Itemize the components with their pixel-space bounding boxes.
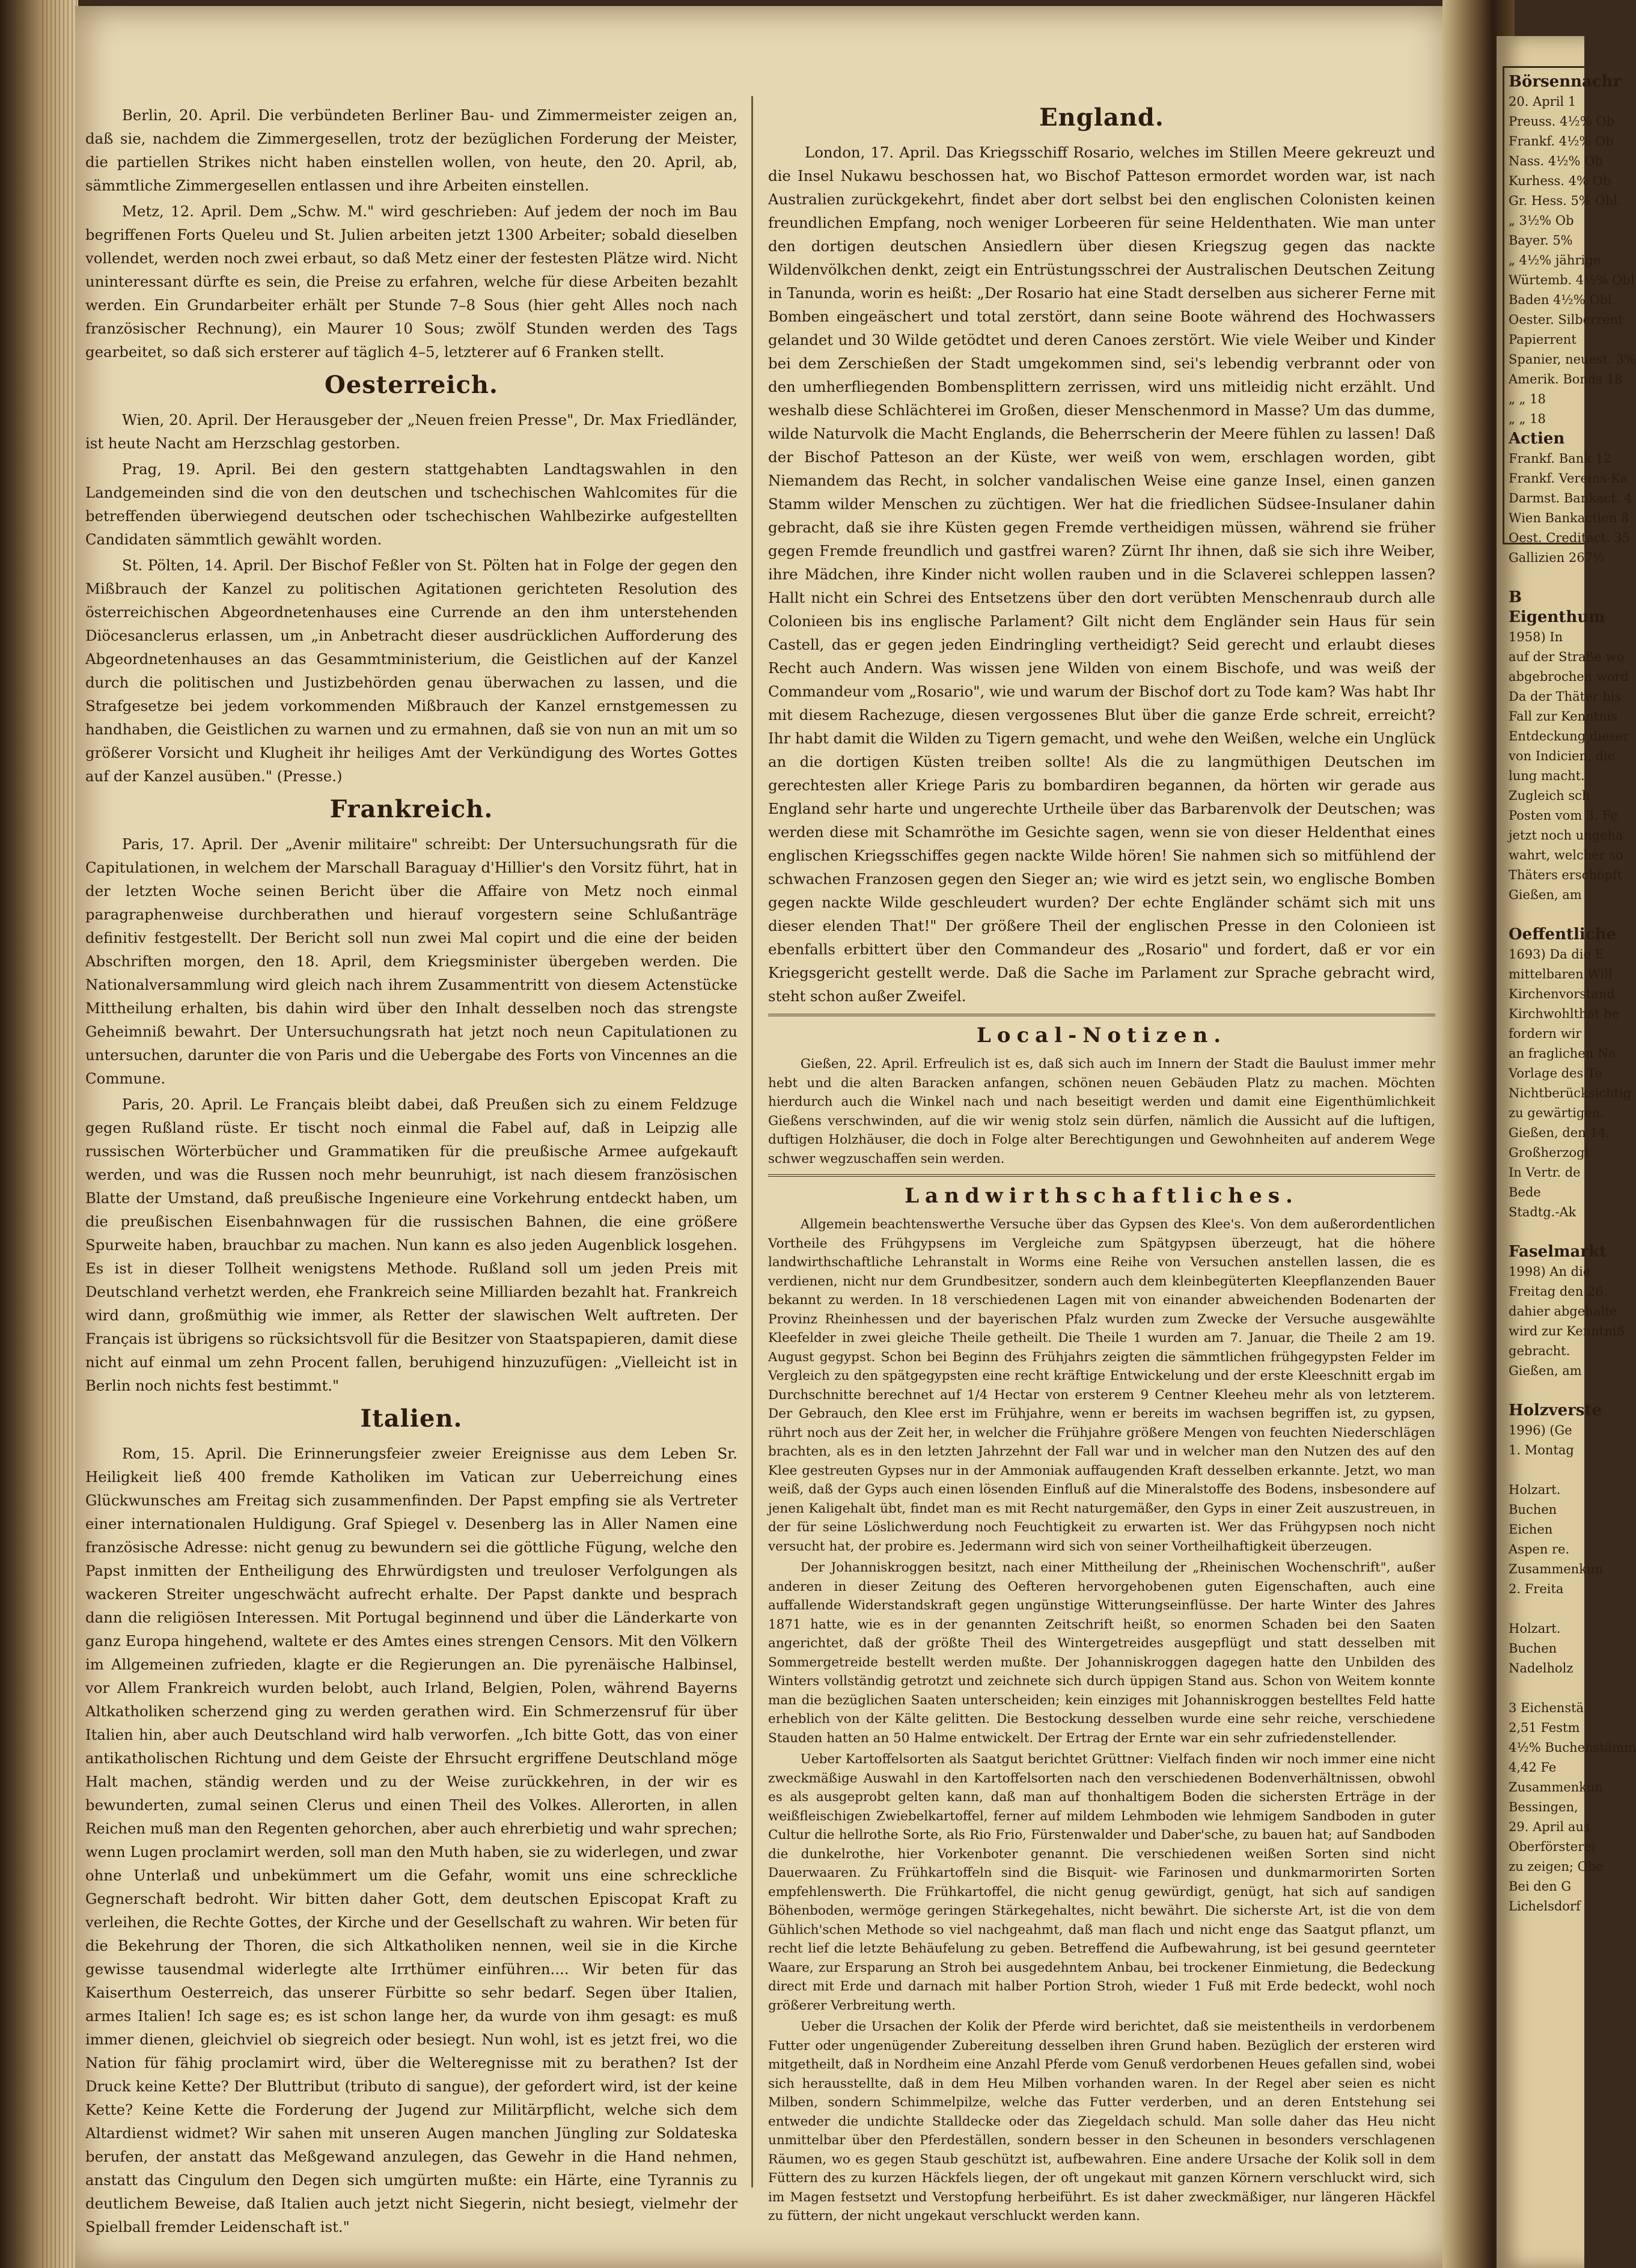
side-strip-line: 20. April 1 (1509, 94, 1576, 109)
side-strip-line: 1. Montag (1509, 1443, 1574, 1457)
side-strip-line: Würtemb. 4½% Obl (1509, 273, 1635, 287)
side-strip-line: Fall zur Kenntnis (1509, 709, 1618, 724)
side-strip-line: Actien (1509, 430, 1565, 448)
article-paragraph: Paris, 17. April. Der „Avenir militaire" schreibt: Der Untersuchungsrath für die Capitulationen, in welchem der Marschall Baraguay d'Hillier's den Vorsitz führt, hat in der letzten Woche seinen Bericht über die Affaire von Metz noch einmal paragraphenweise durchberathen und hierauf vorgestern seine Schlußanträge definitiv festgestellt. Der Bericht soll nun zwei Mal copirt und die eine der beiden Abschriften morgen, den 18. April, dem Kriegsminister übergeben werden. Die Nationalversammlung wird gleich nach ihrem Zusammentritt von diesem Actenstücke Mittheilung erhalten, bis dahin wird über den Inhalt desselben noch das strengste Geheimniß bewahrt. Der Untersuchungsrath hat jetzt noch neun Capitulationen zu untersuchen, darunter die von Paris und die Uebergabe des Forts von Vincennes an die Commune. (85, 835, 737, 1087)
side-strip-line: auf der Straße wo (1509, 650, 1625, 664)
side-strip-line: Spanier, neuest. 3% (1509, 352, 1636, 367)
side-strip-line: Frankf. 4½% Ob (1509, 134, 1614, 148)
side-strip-line: Gallizien 267½ (1509, 550, 1605, 565)
side-strip-line: Kurhess. 4% Ob (1509, 174, 1611, 188)
column-divider (751, 96, 753, 2187)
section-rule (768, 1174, 1435, 1177)
side-strip-line: Stadtg.-Ak (1509, 1205, 1576, 1219)
section-heading: Oesterreich. (325, 371, 498, 399)
section-heading: Landwirthschaftliches. (905, 1184, 1299, 1208)
side-strip-line: Bede (1509, 1185, 1541, 1200)
side-strip-line: Kirchenvorstand (1509, 987, 1615, 1001)
side-strip-line: abgebrochen word (1509, 669, 1629, 684)
side-strip-line: Da der Thäter bis (1509, 689, 1622, 704)
article-paragraph: Metz, 12. April. Dem „Schw. M." wird geschrieben: Auf jedem der noch im Bau begriffenen Forts Queleu und St. Julien arbeiten jetzt 1300 Arbeiter; sobald dieselben vollendet, werden noch zwei erbaut, so daß Metz einer der festesten Plätze wird. Nicht uninteressant dürfte es sein, die Preise zu erfahren, welche für diese Arbeiten bezahlt werden. Ein Grundarbeiter erhält per Stunde 7–8 Sous (hier geht Alles noch nach französischer Rechnung), ein Maurer 10 Sous; zwölf Stunden werden des Tags gearbeitet, so daß sich ersterer auf täglich 4–5, letzterer auf 6 Franken stellt. (85, 203, 737, 361)
side-strip-line (1509, 568, 1584, 588)
side-strip-line: Gießen, am (1509, 1364, 1582, 1378)
side-strip-line: Zugleich sch (1509, 788, 1590, 803)
side-strip-line: „ „ 18 (1509, 392, 1546, 406)
side-strip-line (1509, 1381, 1584, 1401)
side-strip-line: Papierrent (1509, 332, 1576, 347)
left-column (85, 103, 737, 2236)
side-strip-line: Lichelsdorf (1509, 1899, 1581, 1913)
side-strip-line: zu zeigen; Obe (1509, 1859, 1604, 1874)
article-paragraph: St. Pölten, 14. April. Der Bischof Feßler von St. Pölten hat in Folge der gegen den Mißbrauch der Kanzel zu politischen Agitationen gerichteten Resolution des österreichischen Abgeordnetenhauses eine Currende an den ihm unterstehenden Diöcesanclerus erlassen, um „in Anbetracht dieser ausdrücklichen Aufforderung des Abgeordnetenhauses an das Gesammtministerium, die Geistlichen auf der Kanzel durch die politischen und Justizbehörden genau überwachen zu lassen, und die Strafgesetze bei jedem vorkommenden Mißbrauch der Kanzel ernstgemessen zu handhaben, die Geistlichen zu warnen und zu ermahnen, daß sie von nun an mit um so größerer Vorsicht und Klugheit ihr heiliges Amt der Verkündigung des Wortes Gottes auf der Kanzel ausüben." (Presse.) (85, 556, 737, 785)
side-strip-line: jetzt noch ungeha (1509, 828, 1623, 843)
side-strip-line: Eigenthum (1509, 608, 1605, 626)
side-strip-line: 3 Eichenstä (1509, 1701, 1584, 1715)
side-strip-line: Zusammenkun (1509, 1780, 1603, 1794)
side-strip-line: Bei den G (1509, 1879, 1572, 1894)
side-strip-line: Nadelholz (1509, 1661, 1573, 1675)
side-strip-line: Entdeckung dieser (1509, 729, 1629, 743)
side-strip-line: Zusammenkun (1509, 1562, 1603, 1576)
side-strip-line: Frankf. Bank 12 (1509, 451, 1612, 466)
side-strip-line: „ 3½% Ob (1509, 213, 1574, 228)
side-strip-line: an fraglichen Na (1509, 1046, 1616, 1061)
side-strip-line: Wien Bankactien 8 (1509, 511, 1629, 525)
side-strip-line: Oberförsterei (1509, 1840, 1596, 1854)
side-strip-line: Nichtberücksichtig (1509, 1086, 1632, 1100)
side-strip-line: Faselmarkt (1509, 1243, 1607, 1261)
side-strip-line: Darmst. Bankact. 4 (1509, 491, 1632, 505)
side-strip-line: Großherzogl (1509, 1145, 1589, 1160)
side-strip-line: fordern wir (1509, 1026, 1582, 1041)
side-strip-line: Holzverste (1509, 1401, 1602, 1419)
article-paragraph: Rom, 15. April. Die Erinnerungsfeier zweier Ereignisse aus dem Leben Sr. Heiligkeit ließ 400 fremde Katholiken im Vatican zur Ueberreichung eines Glückwunsches am Freitag sich zusammenfinden. Der Papst empfing sie als Vertreter einer internationalen Huldigung. Graf Spiegel v. Desenberg las in Aller Namen eine französische Adresse: nicht genug zu bewundern sei die göttliche Fügung, welche den Papst inmitten der Entheiligung des Ehrwürdigsten und treuloser Verfolgungen als wackeren Streiter ungeschwächt aufrecht erhalte. Der Papst dankte und besprach dann die religiösen Interessen. Mit Portugal beginnend und über die Länderkarte von ganz Europa hingehend, waltete er des Amtes eines strengen Censors. Mit den Völkern im Allgemeinen zufrieden, klagte er die Regierungen an. Die pyrenäische Halbinsel, vor Allem Frankreich wurden belobt, auch Irland, Belgien, Polen, während Bayerns Altkatholiken scherzend ging zu werden gerathen wird. Ein Schmerzensruf für über Italien hin, aber auch Deutschland wird halb verworfen. „Ich bitte Gott, das von einer antikatholischen Richtung und dem Geiste der Ehrsucht ergriffene Deutschland möge Halt machen, ständig werden und zu der Weise zurückkehren, in der wir es bewunderten, zumal seinen Clerus und einen Theil des Volkes. Allerorten, in allen Reichen muß man den Regenten gehorchen, aber auch ehrerbietig und wahr sprechen; wenn Lugen proclamirt werden, soll man den Muth haben, sie zu widerlegen, und zwar ohne Unterlaß und unbekümmert um die Gefahr, womit uns eine schreckliche Gegnerschaft bedroht. Wir bitten daher Gott, dem deutschen Episcopat Kraft zu verleihen, die Rechte Gottes, der Kirche und der Gesellschaft zu wahren. Wir beten für die Bekehrung der Thoren, die sich Altkatholiken nennen, weil sie in die Kirche gewisse tausendmal widerlegte alte Irrthümer einführen.... Wir beten für das Kaiserthum Oesterreich, das unserer Fürbitte so sehr bedarf. Segen über Italien, armes Italien! Ich sage es; es ist schon lange her, da wurde von ihm gesagt: es muß immer dienen, gleichviel ob siegreich oder besiegt. Nun wohl, ist es jetzt frei, wo die Nation für fähig proclamirt wird, über die Welteregnisse mit zu berathen? Ist der Druck keine Kette? Der Bluttribut (tributo di sangue), der gefordert wird, ist der keine Kette? Keine Kette die Forderung der Jugend zur Militärpflicht, welche sich dem Altardienst widmet? Wir sahen mit unseren Augen manchen Jüngling zur Soldateska berufen, der anstatt das Meßgewand anzulegen, das Gewehr in die Hand nehmen, anstatt das Cingulum den Degen sich umgürten mußte: ein Härte, eine Tyrannis zu deutlichem Beweise, daß Italien auch jetzt nicht Siegerin, nicht besiegt, vielmehr der Spielball fremder Leidenschaft ist." (85, 1445, 737, 2236)
side-strip-line: 1693) Da die E (1509, 947, 1604, 962)
side-strip-line: Preuss. 4½% Ob (1509, 114, 1615, 129)
article-paragraph: Wien, 20. April. Der Herausgeber der „Neuen freien Presse", Dr. Max Friedländer, ist heute Nacht am Herzschlag gestorben. (85, 411, 737, 452)
side-strip-line (1509, 1460, 1584, 1480)
side-strip-line: Holzart. (1509, 1621, 1561, 1636)
side-strip-line (1509, 1678, 1584, 1698)
side-strip-line: Vorlage des Te (1509, 1066, 1602, 1081)
article-paragraph: Paris, 20. April. Le Français bleibt dabei, daß Preußen sich zu einem Feldzuge gegen Rußland rüste. Er tischt noch einmal die Fabel auf, daß in Leipzig alle russischen Wörterbücher und Grammatiken für die preußische Armee aufgekauft werden, und was die Russen noch mehr beunruhigt, ist nach diesem französischen Blatte der Umstand, daß preußische Ingenieure eine Vorkehrung entdeckt haben, um die preußischen Eisenbahnwagen für die russischen Bahnen, die eine größere Spurweite haben, brauchbar zu machen. Nun kann es also jeden Augenblick losgehen. Es ist in dieser Tollheit wenigstens Methode. Rußland soll um jeden Preis mit Deutschland verhetzt werden, ehe Frankreich seine Milliarden bezahlt hat. Frankreich wird dann, großmüthig wie immer, als Retter der slawischen Welt auftreten. Der Français ist übrigens so rücksichtsvoll für die Besitzer von Staatspapieren, damit diese nicht auf einmal um zehn Procent fallen, beruhigend hinzuzufügen: „Vielleicht ist in Berlin noch nichts fest bestimmt." (85, 1096, 737, 1394)
side-strip-line: lung macht. (1509, 769, 1585, 783)
side-strip-line: 1996) (Ge (1509, 1423, 1572, 1437)
right-column (768, 96, 1435, 2224)
article-paragraph: Ueber die Ursachen der Kolik der Pferde wird berichtet, daß sie meistentheils in verdorbenem Futter oder ungenügender Zubereitung desselben ihren Grund haben. Bezüglich der ersteren wird mitgetheilt, daß in Nordheim eine Anzahl Pferde vom Genuß verdorbenen Heues gefallen sind, wobei sich herausstellte, daß in dem Heu Milben vorhanden waren. In der Regel aber seien es nicht Milben, sondern Schimmelpilze, welche das Futter verderben, und an deren Entstehung sei entweder die undichte Stalldecke oder das Ziegeldach schuld. Man solle daher das Heu nicht unmittelbar über den Pferdeställen, sondern besser in den Scheunen in besonders verschlagenen Räumen, wo es gegen Staub geschützt ist, aufbewahren. Eine andere Ursache der Kolik soll in dem Füttern des zu kurzen Häckfels liegen, der oft ungekaut mit ganzen Körnern verschluckt wird, sich im Magen festsetzt und Verstopfung herbeiführt. Es ist daher zweckmäßiger, nur längeren Häckfel zu füttern, der nicht ungekaut verschluckt werden kann. (768, 2019, 1435, 2224)
side-strip-line: Oeffentliche (1509, 925, 1617, 943)
section-rule (768, 1014, 1435, 1016)
side-strip-line: „ 4½% jährige (1509, 253, 1601, 267)
side-strip-line: Oest. Creditact. 35 (1509, 531, 1631, 545)
article-paragraph: Prag, 19. April. Bei den gestern stattgehabten Landtagswahlen in den Landgemeinden sind die von den deutschen und tschechischen Wahlcomites für die betreffenden überwiegend deutschen oder tschechischen Wahlbezirke aufgestellten Candidaten sämmtlich gewählt worden. (85, 460, 737, 548)
side-strip-line: wahrt, welcher so (1509, 848, 1623, 862)
side-strip-line: Thäters erschöpft (1509, 868, 1623, 882)
side-strip-line: Börsennachr (1509, 73, 1622, 91)
side-strip-line: In Vertr. de (1509, 1165, 1581, 1180)
side-strip-line: Freitag den 26. (1509, 1284, 1608, 1299)
side-strip-line: dahier abgehalte (1509, 1304, 1617, 1318)
side-strip-line: Gießen, am (1509, 888, 1582, 902)
side-strip-line: Buchen (1509, 1502, 1557, 1517)
side-strip-line: Gießen, den 14. (1509, 1126, 1610, 1140)
side-strip-line: Eichen (1509, 1522, 1553, 1537)
side-strip-line: Kirchwohlthat be (1509, 1007, 1620, 1021)
side-strip-line: 4,42 Fe (1509, 1760, 1557, 1775)
section-heading: Local-Notizen. (976, 1023, 1227, 1047)
side-strip-line: 2,51 Festm (1509, 1721, 1580, 1735)
side-strip-line (1509, 905, 1584, 925)
book-page-stack (42, 0, 78, 2268)
side-strip-line: gebracht. (1509, 1344, 1570, 1358)
side-strip-line: Bayer. 5% (1509, 233, 1573, 248)
side-strip-line: 2. Freita (1509, 1582, 1564, 1596)
side-strip-line: B (1509, 588, 1522, 606)
side-strip-line: 29. April aus (1509, 1820, 1590, 1834)
side-strip-line: „ „ 18 (1509, 412, 1546, 426)
side-strip-line: mittelbaren Will (1509, 967, 1613, 981)
section-heading: Frankreich. (329, 795, 493, 823)
side-strip-line: Gr. Hess. 5% Obl. (1509, 194, 1622, 208)
section-heading: Italien. (360, 1404, 463, 1433)
side-strip-line (1509, 1599, 1584, 1619)
side-strip-line: Aspen re. (1509, 1542, 1570, 1556)
article-paragraph: Ueber Kartoffelsorten als Saatgut berichtet Grüttner: Vielfach finden wir noch immer eine nicht zweckmäßige Auswahl in den Kartoffelsorten nach den verschiedenen Bodenverhältnissen, obwohl es als ausgeprobt gelten kann, daß man auf thonhaltigem Boden die sichersten Erträge in der weißfleischigen Zwiebelkartoffel, ferner auf mildem Lehmboden wie lehmigem Sandboden in guter Cultur die hellrothe Sorte, als Rio Frio, Fürstenwalder und Daber'sche, zu bauen hat; auf Sandboden die dunkelrothe, hier Vorkenboter genannt. Die verschiedenen weißen Sorten sind nicht Dauerwaaren. Zu Frühkartoffeln sind die Bisquit- wie Farinosen und dunkmarmorirten Sorten empfehlenswerth. Die Frühkartoffel, die nicht genug gewürdigt, genügt, hat sich auf sandigen Böhenboden, wermöge geringen Stärkegehaltes, nicht bewährt. Die sicherste Art, ist die von dem Gühlich'schen Methode so viel nachgeahmt, daß man flach und nicht enge das Saatgut pflanzt, um recht lief die letzte Behäufelung zu geben. Betreffend die Aufbewahrung, ist bei gesund geernteter Waare, zur Ersparung an Stroh bei ausgedehntem Anbau, bei trockener Einmietung, die Bedeckung direct mit Erde und darnach mit halber Portion Stroh, wieder 1 Fuß mit Erde bedeckt, wohl noch größerer Verbreitung werth. (768, 1752, 1435, 2013)
side-strip-line: Baden 4½% Obl. (1509, 293, 1616, 307)
side-strip-line: Posten vom 3. Fe (1509, 808, 1618, 823)
side-strip-line: Nass. 4½% Ob (1509, 154, 1603, 168)
article-paragraph: Der Johanniskroggen besitzt, nach einer Mittheilung der „Rheinischen Wochenschrift", außer anderen in dieser Zeitung des Oefteren hervorgehobenen guten Eigenschaften, auch eine auffallende Widerstandskraft gegen ungünstige Witterungseinflüsse. Der harte Winter des Jahres 1871 hatte, wie es in der genannten Zeitschrift heißt, so enormen Schaden bei den Saaten angerichtet, daß der größte Theil des Wintergetreides ausgepflügt und statt desselben mit Sommergetreide bestellt werden mußte. Der Johanniskroggen dagegen hatte den Unbilden des Winters vollständig getrotzt und zeichnete sich durch üppigen Stand aus. Schon von Weitem konnte man die bezüglichen Saaten unterscheiden; kein einziges mit Johanniskroggen bestelltes Feld hatte erheblich von der Kälte gelitten. Die Bestockung desselben wurde eine sehr reiche, verschiedene Stauden hatten an 50 Halme entwickelt. Der Ertrag der Ernte war ein sehr zufriedenstellender. (768, 1560, 1435, 1746)
article-paragraph: Allgemein beachtenswerthe Versuche über das Gypsen des Klee's. Von dem außerordentlichen Vortheile des Frühgypsens im Vergleiche zum Spätgypsen überzeugt, hat die höhere landwirthschaftliche Lehranstalt in Worms eine Reihe von Versuchen anstellen lassen, die es verdienen, nicht nur dem Grundbesitzer, sondern auch dem kleinbegüterten Kleepflanzenden Bauer bekannt zu werden. In 18 verschiedenen Lagen mit von einander abweichenden Bodenarten der Provinz Rheinhessen und der bayerischen Pfalz wurden zum Zwecke der Versuche ausgewählte Kleefelder in zwei gleiche Theile getheilt. Die Theile 1 wurden am 7. Januar, die Theile 2 am 19. August gegypst. Schon bei Beginn des Frühjahrs zeigten die sämmtlichen frühgegypsten Felder im Vergleich zu den spätgegypsten eine recht kräftige Entwickelung und der erste Kleeschnitt ergab im Durchschnitte berechnet auf 1/4 Hectar von ersterem 9 Centner Kleeheu mehr als von letzterem. Der Gebrauch, den Klee erst im Frühjahre, wenn er bereits im wachsen begriffen ist, zu gypsen, rührt noch aus der Zeit her, in welcher die Frühjahre größere Mengen von feuchten Niederschlägen brachten, als es in den letzten Jahrzehnt der Fall war und in welcher man den Nutzen des auf den Klee gestreuten Gypses nur in der Ammoniak auffaugenden Kraft desselben erkannte. Jetzt, wo man weiß, daß der Gyps auch einen lösenden Einfluß auf die Mineralstoffe des Bodens, insbesondere auf jenen Kaligehalt übt, findet man es mit Recht naturgemäßer, den Gyps in einer Zeit auszustreuen, in der für seine Löslichwerdung noch Feuchtigkeit zu erwarten ist. Wer das Frühgypsen noch nicht versucht hat, der probire es. Jedermann wird sich von seiner Vortheilhaftigkeit überzeugen. (768, 1217, 1435, 1554)
side-strip-line: Amerik. Bonds 18 (1509, 372, 1623, 386)
section-heading: England. (1039, 103, 1164, 132)
article-paragraph: London, 17. April. Das Kriegsschiff Rosario, welches im Stillen Meere gekreuzt und die Insel Nukawu beschossen hat, wo Bischof Patteson ermordet worden war, ist nach Australien zurückgekehrt, findet aber dort selbst bei den englischen Colonisten keinen freundlichen Empfang, noch weniger Lorbeeren für seine Heldenthaten. Wie man unter den dortigen deutschen Ansiedlern über diesen Kriegszug gegen das nackte Wildenvölkchen denkt, zeigt ein Entrüstungsschrei der Australischen Deutschen Zeitung in Tanunda, worin es heißt: „Der Rosario hat eine Stadt derselben aus sicherer Ferne mit Bomben eingeäschert und total zerstört, dann seine Boote während des Hochwassers gelandet und 30 Wilde getödtet und deren Canoes zerstört. Wie viele Weiber und Kinder bei dem Zerschießen der Stadt umgekommen sind, sei's lebendig verbrannt oder von den umherfliegenden Bombensplittern zerrissen, wird uns mitleidig nicht erzählt. Und weshalb diese Schlächterei im Großen, dieser Menschenmord in Masse? Um das dumme, wilde Naturvolk die Macht Englands, die Beherrscherin der Meere fühlen zu lassen! Daß der Bischof Patteson an der Küste, wer weiß von wem, erschlagen worden, gibt Niemandem das Recht, in solcher vandalischen Weise eine ganze Insel, einen ganzen Stamm wilder Menschen zu züchtigen. Wer hat die friedlichen Südsee-Insulaner dahin gebracht, daß sie ihre Küsten gegen Fremde vertheidigen müssen, während sie früher gegen Fremde freundlich und gastfrei waren? Zürnt Ihr ihnen, daß sie sich ihre Weiber, ihre Mädchen, ihre Kinder nicht wollen rauben und in die Sclaverei schleppen lassen? Hallt nicht ein Schrei des Entsetzens über den dort verübten Menschenraub durch alle Colonieen bis ins englische Parlament? Gilt nicht dem Engländer sein Haus für sein Castell, das er gegen jeden Eindringling vertheidigt? Seid gerecht und erlaubt dieses Recht auch Andern. Was wissen jene Wilden von einem Bischofe, und was weiß der Commandeur vom „Rosario", wie und warum der Bischof dort zu Tode kam? Was habt Ihr mit diesem Rachezuge, diesen vergossenes Blut über die ganze Erde schreit, erreicht? Ihr habt damit die Wilden zu Tigern gemacht, und wehe den Weißen, welche ein Unglück an die dortigen Küsten treiben sollte! Als die zu langmüthigen Deutschen im gerechtesten aller Kriege Paris zu bombardiren begannen, da hörten wir gerade aus England sehr harte und ungerechte Urtheile über das Barbarenvolk der Deutschen; was werden diese mit Schamröthe im Gesichte sagen, wenn sie von dieser Heldenthat eines englischen Kriegsschiffes gegen nackte Wilde hören! Sie nahmen sich so mitfühlend der schwachen Franzosen gegen den Sieger an; wie wird es jetzt sein, wo englische Bomben gegen nackte Wilde geschleudert wurden? Der echte Engländer schämt sich mit uns dieser elenden That!" Der größere Theil der englischen Presse in den Colonieen ist ebenfalls erbittert über den Commandeur des „Rosario" und fordert, daß er vor ein Kriegsgericht gestellt werde. Daß die Sache im Parlament zur Sprache gebracht wird, steht schon außer Zweifel. (768, 144, 1435, 1005)
side-strip-line: 4½% Buchenstämm (1509, 1740, 1636, 1755)
side-strip-line: Frankf. Vereins-Ka (1509, 471, 1628, 486)
side-strip-line: 1998) An die (1509, 1264, 1591, 1279)
article-paragraph: Gießen, 22. April. Erfreulich ist es, daß sich auch im Innern der Stadt die Baulust immer mehr hebt und die alten Baracken anfangen, schönen neuen Gebäuden Platz zu machen. Möchten hierdurch auch die Winkel nach und nach beseitigt werden und damit eine Eigenthümlichkeit Gießens verschwinden, auf die wir wenig stolz sein dürfen, nämlich die Aussicht auf die luftigen, duftigen Holzhäuser, die doch in Folge alter Berechtigungen und Gewohnheiten auf anderem Wege schwer wegzuschaffen sein werden. (768, 1056, 1435, 1166)
side-strip-line (1509, 1222, 1584, 1242)
side-strip-line: Buchen (1509, 1641, 1557, 1656)
side-strip-line: von Indicien, die (1509, 749, 1616, 763)
side-strip-line: Holzart. (1509, 1483, 1561, 1497)
side-strip-line: Oester. Silberrent (1509, 312, 1623, 327)
side-strip-line: 1958) In (1509, 630, 1563, 644)
side-strip-line: zu gewärtigen. (1509, 1106, 1604, 1120)
side-strip-line: wird zur Kenntniß (1509, 1324, 1625, 1338)
adjacent-page-text (1509, 72, 1636, 2236)
side-strip-line: Bessingen, (1509, 1800, 1578, 1814)
article-paragraph: Berlin, 20. April. Die verbündeten Berliner Bau- und Zimmermeister zeigen an, daß sie, nachdem die Zimmergesellen, trotz der bezüglichen Forderung der Meister, die partiellen Strikes nicht haben einstellen wollen, von heute, den 20. April, ab, sämmtliche Zimmergesellen entlassen und ihre Arbeiten einstellen. (85, 106, 737, 194)
